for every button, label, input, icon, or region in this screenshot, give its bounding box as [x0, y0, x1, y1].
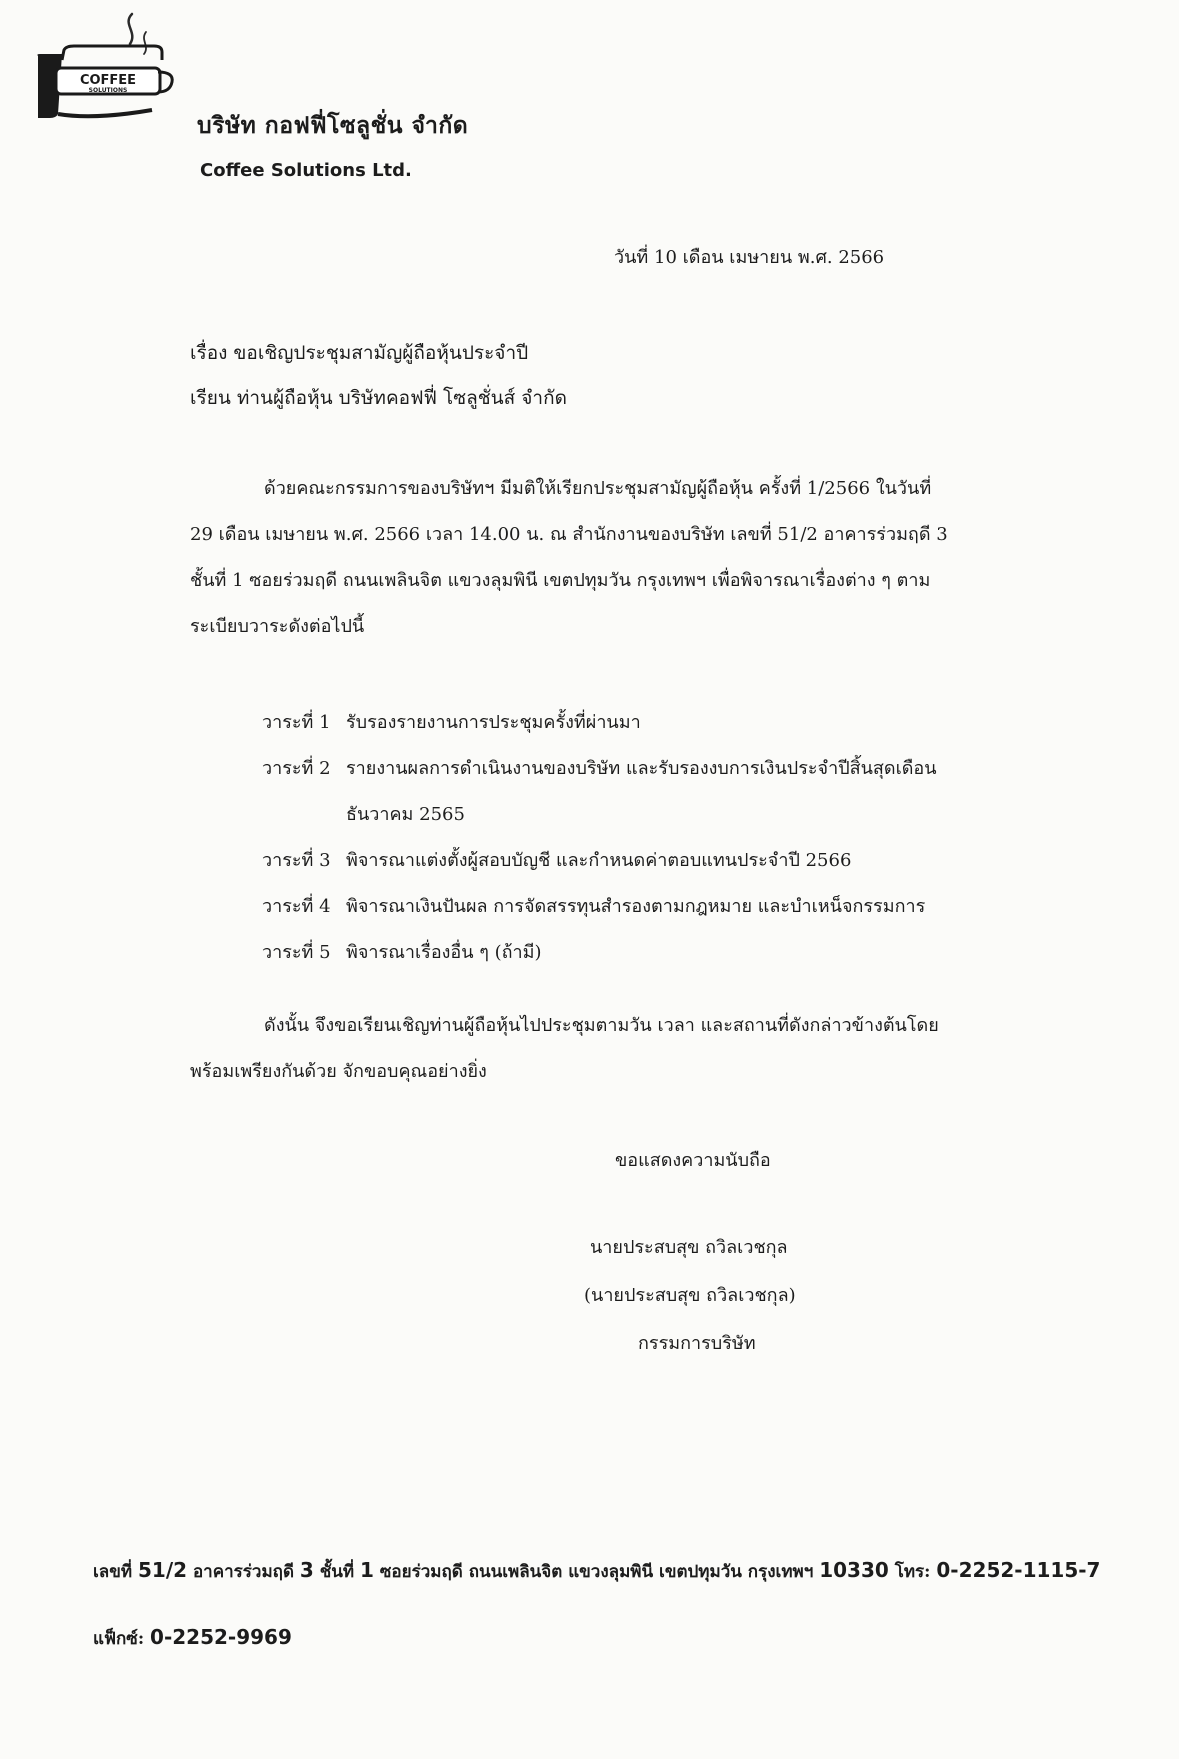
agenda-number: วาระที่ 4: [262, 895, 331, 917]
agenda-item-3: [262, 836, 937, 882]
fax-number: 0-2252-9969: [150, 1625, 292, 1649]
agenda-text: พิจารณาเรื่องอื่น ๆ (ถ้ามี): [346, 941, 542, 963]
company-name-english: Coffee Solutions Ltd.: [200, 160, 412, 181]
footer-number: 3: [299, 1558, 314, 1582]
company-name-thai: บริษัท กอฟฟี่โซลูชั่น จำกัด: [197, 112, 469, 139]
agenda-number: วาระที่ 5: [262, 941, 331, 963]
letter-recipient: เรียน ท่านผู้ถือหุ้น บริษัทคอฟฟี่ โซลูชั่นส์ จำกัด: [190, 387, 567, 409]
footer-text: เลขที่: [93, 1562, 138, 1582]
closing-salutation: ขอแสดงความนับถือ: [615, 1150, 771, 1171]
body-paragraph-2: [190, 1003, 1000, 1095]
agenda-text: ธันวาคม 2565: [346, 803, 465, 825]
footer-address: [93, 1558, 1100, 1585]
signer-name: นายประสบสุข ถวิลเวชกุล: [590, 1237, 788, 1258]
logo-text-solutions: SOLUTIONS: [88, 87, 128, 94]
footer-phone: 0-2252-1115-7: [936, 1558, 1101, 1582]
paragraph-line: 29 เดือน เมษายน พ.ศ. 2566 เวลา 14.00 น. ณ สำนักงานของบริษัท เลขที่ 51/2 อาคารร่วมฤดี 3: [190, 524, 948, 545]
agenda-text: รับรองรายงานการประชุมครั้งที่ผ่านมา: [346, 711, 641, 733]
agenda-item-1: [262, 698, 937, 744]
footer-text: ชั้นที่: [313, 1562, 361, 1582]
logo-text-coffee: COFFEE: [79, 73, 137, 88]
agenda-number: วาระที่ 2: [262, 757, 331, 779]
paragraph-line: ชั้นที่ 1 ซอยร่วมฤดี ถนนเพลินจิต แขวงลุมพินี เขตปทุมวัน กรุงเทพฯ เพื่อพิจารณาเรื่องต่าง ๆ ตาม: [190, 570, 931, 591]
agenda-list: [262, 698, 937, 974]
agenda-item-2-continued: [262, 790, 937, 836]
footer-number: 51/2: [137, 1558, 188, 1582]
footer-text: ซอยร่วมฤดี ถนนเพลินจิต แขวงลุมพินี เขตปทุมวัน กรุงเทพฯ: [373, 1562, 820, 1582]
paragraph-line: ระเบียบวาระดังต่อไปนี้: [190, 616, 365, 637]
coffee-solutions-logo: [34, 10, 194, 130]
paragraph-line: ดังนั้น จึงขอเรียนเชิญท่านผู้ถือหุ้นไปประชุมตามวัน เวลา และสถานที่ดังกล่าวข้างต้นโดย: [264, 1015, 939, 1036]
body-paragraph-1: [190, 466, 1000, 650]
agenda-number: วาระที่ 1: [262, 711, 331, 733]
paragraph-line: พร้อมเพรียงกันด้วย จักขอบคุณอย่างยิ่ง: [190, 1061, 487, 1082]
footer-text: โทร:: [888, 1562, 937, 1582]
agenda-item-4: [262, 882, 937, 928]
agenda-text: รายงานผลการดำเนินงานของบริษัท และรับรองงบการเงินประจำปีสิ้นสุดเดือน: [346, 757, 937, 779]
paragraph-line: ด้วยคณะกรรมการของบริษัทฯ มีมติให้เรียกประชุมสามัญผู้ถือหุ้น ครั้งที่ 1/2566 ในวันที่: [264, 478, 932, 499]
agenda-number: วาระที่ 3: [262, 849, 331, 871]
agenda-item-2: [262, 744, 937, 790]
letter-subject: เรื่อง ขอเชิญประชุมสามัญผู้ถือหุ้นประจำปี: [190, 342, 529, 364]
footer-fax: [93, 1625, 292, 1652]
footer-number: 1: [360, 1558, 374, 1582]
agenda-text: พิจารณาเงินปันผล การจัดสรรทุนสำรองตามกฎหมาย และบำเหน็จกรรมการ: [346, 895, 926, 917]
fax-label: แฟ็กซ์:: [93, 1629, 151, 1649]
agenda-text: พิจารณาแต่งตั้งผู้สอบบัญชี และกำหนดค่าตอบแทนประจำปี 2566: [346, 849, 852, 871]
letter-date: วันที่ 10 เดือน เมษายน พ.ศ. 2566: [614, 247, 885, 268]
signer-name-parenthesized: (นายประสบสุข ถวิลเวชกุล): [584, 1285, 796, 1306]
agenda-item-5: [262, 928, 937, 974]
footer-postcode: 10330: [819, 1558, 889, 1582]
signer-title: กรรมการบริษัท: [638, 1333, 756, 1354]
footer-text: อาคารร่วมฤดี: [187, 1562, 300, 1582]
